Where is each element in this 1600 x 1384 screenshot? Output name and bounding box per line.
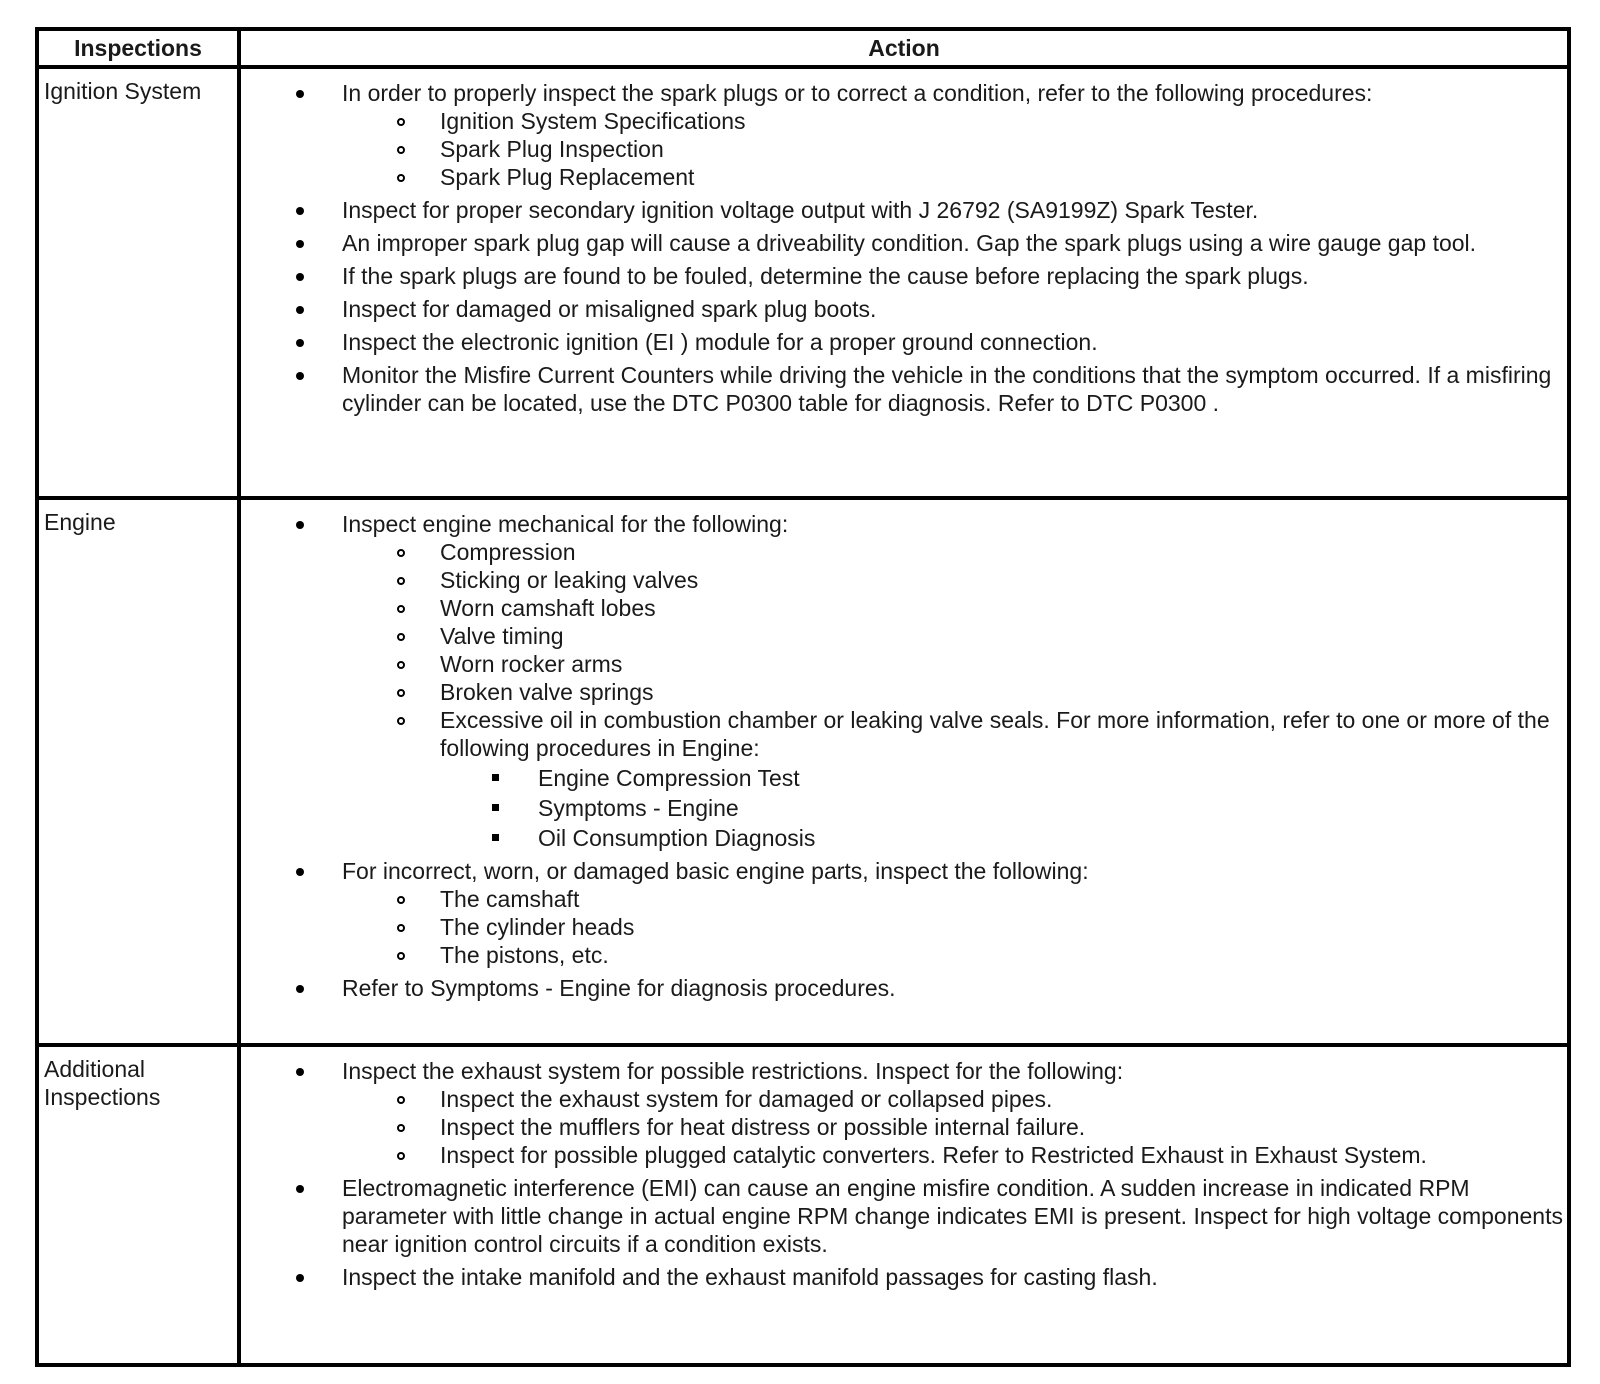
bullet-circle-icon	[397, 633, 405, 641]
list-item-text: Worn rocker arms	[440, 651, 623, 677]
list-item	[440, 678, 1567, 706]
list-item	[342, 295, 1567, 323]
bullet-dot-icon	[296, 372, 304, 380]
list-item-text: Valve timing	[440, 623, 564, 649]
list-item-text: Inspect for damaged or misaligned spark plug boots.	[342, 296, 877, 322]
list-item-text: Sticking or leaking valves	[440, 567, 699, 593]
list-item	[440, 538, 1567, 566]
bullet-circle-icon	[397, 118, 405, 126]
bullet-circle-icon	[397, 896, 405, 904]
list-item-text: Engine Compression Test	[538, 765, 800, 791]
list-item	[440, 107, 1567, 135]
list-item	[440, 594, 1567, 622]
list-item-text: Monitor the Misfire Current Counters while driving the vehicle in the conditions that the symptom occurred. If a misfiring cylinder can be located, use the DTC P0300 table for diagnosis. Refer to DTC P0300 .	[342, 362, 1552, 416]
list-item-text: If the spark plugs are found to be fouled, determine the cause before replacing the spark plugs.	[342, 263, 1309, 289]
list-item-text: For incorrect, worn, or damaged basic engine parts, inspect the following:	[342, 858, 1089, 884]
list-item-text: Refer to Symptoms - Engine for diagnosis procedures.	[342, 975, 896, 1001]
list-item	[440, 650, 1567, 678]
bullet-circle-icon	[397, 952, 405, 960]
list-item	[440, 135, 1567, 163]
bullet-circle-icon	[397, 146, 405, 154]
bullet-dot-icon	[296, 1068, 304, 1076]
sub-sub-list	[440, 764, 1567, 852]
list-item-text: Broken valve springs	[440, 679, 654, 705]
list-item-text: The cylinder heads	[440, 914, 635, 940]
bullet-circle-icon	[397, 577, 405, 585]
list-item-text: Inspect the exhaust system for damaged or collapsed pipes.	[440, 1086, 1053, 1112]
bullet-circle-icon	[397, 1124, 405, 1132]
list-item	[538, 824, 1567, 852]
list-item-text: Inspect the exhaust system for possible restrictions. Inspect for the following:	[342, 1058, 1124, 1084]
list-item	[342, 1057, 1567, 1169]
bullet-dot-icon	[296, 868, 304, 876]
bullet-circle-icon	[397, 717, 405, 725]
list-item-text: Inspect the electronic ignition (EI ) module for a proper ground connection.	[342, 329, 1098, 355]
list-item	[538, 794, 1567, 822]
header-action: Action	[241, 31, 1567, 69]
bullet-circle-icon	[397, 174, 405, 182]
bullet-dot-icon	[296, 207, 304, 215]
row-label-line: Additional	[44, 1056, 146, 1082]
list-item-text: Inspect engine mechanical for the following:	[342, 511, 789, 537]
bullet-circle-icon	[397, 689, 405, 697]
bullet-dot-icon	[296, 90, 304, 98]
list-item	[440, 163, 1567, 191]
bullet-dot-icon	[296, 306, 304, 314]
list-item-text: The camshaft	[440, 886, 580, 912]
action-list	[241, 510, 1567, 1002]
list-item-text: Excessive oil in combustion chamber or leaking valve seals. For more information, refer to one or more of the following procedures in Engine:	[440, 707, 1550, 761]
list-item-text: Symptoms - Engine	[538, 795, 739, 821]
list-item-text: Compression	[440, 539, 576, 565]
list-item-text: The pistons, etc.	[440, 942, 609, 968]
list-item	[342, 79, 1567, 191]
list-item-text: In order to properly inspect the spark plugs or to correct a condition, refer to the following procedures:	[342, 80, 1373, 106]
bullet-dot-icon	[296, 1185, 304, 1193]
row-label-line: Inspections	[44, 1084, 161, 1110]
sub-list	[342, 885, 1567, 969]
action-list	[241, 1057, 1567, 1291]
list-item	[440, 941, 1567, 969]
bullet-dot-icon	[296, 273, 304, 281]
list-item	[342, 1263, 1567, 1291]
row-label-engine	[39, 500, 241, 1047]
list-item-text: An improper spark plug gap will cause a driveability condition. Gap the spark plugs using a wire gauge gap tool.	[342, 230, 1477, 256]
list-item-text: Electromagnetic interference (EMI) can cause an engine misfire condition. A sudden increase in indicated RPM parameter with little change in actual engine RPM change indicates EMI is present. Inspect for high voltage components near ignition control circuits if a condition exists.	[342, 1175, 1563, 1257]
list-item	[342, 328, 1567, 356]
bullet-dot-icon	[296, 240, 304, 248]
list-item	[342, 196, 1567, 224]
list-item-text: Spark Plug Replacement	[440, 164, 695, 190]
bullet-dot-icon	[296, 521, 304, 529]
bullet-square-icon	[492, 774, 499, 781]
row-label-line: Ignition System	[44, 78, 202, 104]
bullet-circle-icon	[397, 1096, 405, 1104]
list-item	[342, 1174, 1567, 1258]
list-item-text: Worn camshaft lobes	[440, 595, 656, 621]
list-item	[440, 1113, 1567, 1141]
list-item	[440, 622, 1567, 650]
list-item	[342, 262, 1567, 290]
sub-list	[342, 538, 1567, 852]
list-item	[342, 857, 1567, 969]
list-item-text: Ignition System Specifications	[440, 108, 746, 134]
bullet-dot-icon	[296, 985, 304, 993]
list-item	[440, 706, 1567, 852]
sub-list	[342, 1085, 1567, 1169]
list-item-text: Oil Consumption Diagnosis	[538, 825, 816, 851]
bullet-circle-icon	[397, 549, 405, 557]
bullet-square-icon	[492, 804, 499, 811]
list-item	[342, 974, 1567, 1002]
list-item-text: Inspect for possible plugged catalytic converters. Refer to Restricted Exhaust in Exhaust System.	[440, 1142, 1427, 1168]
bullet-circle-icon	[397, 605, 405, 613]
bullet-square-icon	[492, 834, 499, 841]
list-item-text: Inspect the mufflers for heat distress or possible internal failure.	[440, 1114, 1086, 1140]
row-label-line: Engine	[44, 509, 116, 535]
list-item	[342, 510, 1567, 852]
row-action-additional	[241, 1047, 1567, 1363]
list-item	[440, 1141, 1567, 1169]
bullet-circle-icon	[397, 661, 405, 669]
list-item	[440, 885, 1567, 913]
list-item	[440, 1085, 1567, 1113]
bullet-dot-icon	[296, 1274, 304, 1282]
bullet-circle-icon	[397, 924, 405, 932]
list-item	[538, 764, 1567, 792]
bullet-circle-icon	[397, 1152, 405, 1160]
list-item	[342, 229, 1567, 257]
list-item	[440, 913, 1567, 941]
sub-list	[342, 107, 1567, 191]
list-item	[440, 566, 1567, 594]
row-label-additional	[39, 1047, 241, 1363]
action-list	[241, 79, 1567, 417]
list-item-text: Inspect the intake manifold and the exhaust manifold passages for casting flash.	[342, 1264, 1158, 1290]
list-item-text: Spark Plug Inspection	[440, 136, 664, 162]
inspection-table	[35, 27, 1571, 1367]
row-label-ignition	[39, 69, 241, 500]
bullet-dot-icon	[296, 339, 304, 347]
row-action-ignition	[241, 69, 1567, 500]
header-inspections: Inspections	[39, 31, 241, 69]
row-action-engine	[241, 500, 1567, 1047]
list-item	[342, 361, 1567, 417]
list-item-text: Inspect for proper secondary ignition voltage output with J 26792 (SA9199Z) Spark Tester.	[342, 197, 1259, 223]
